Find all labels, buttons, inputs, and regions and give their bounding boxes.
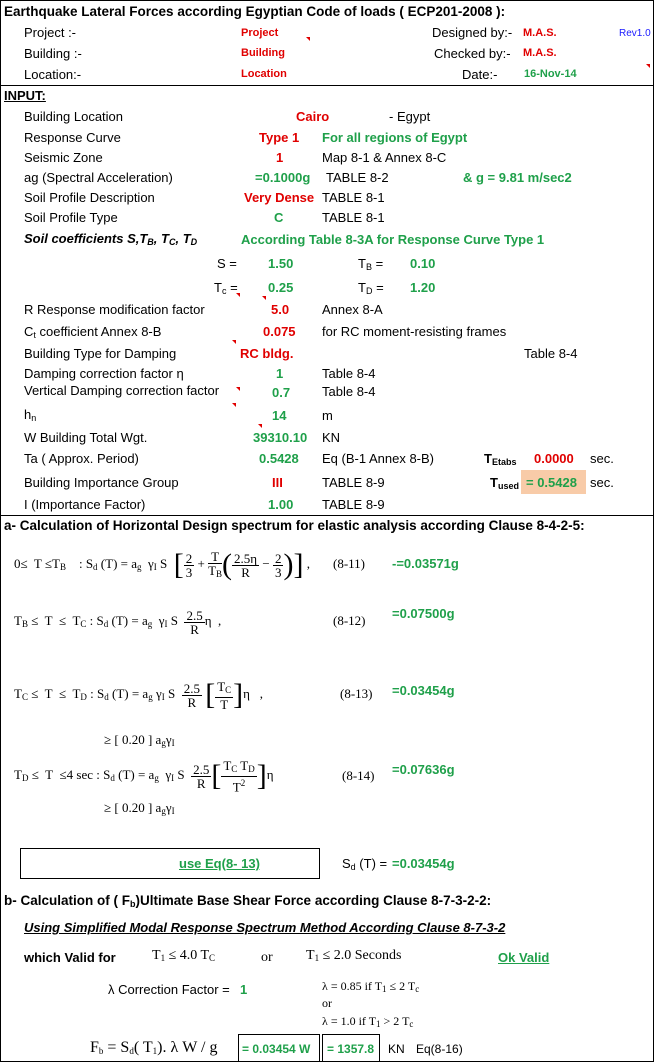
building-location-label: Building Location xyxy=(24,109,124,124)
eq-8-14: $T_D \le T \le 4$ sec : $S_d$ $(T) = a_g$ $\gamma_I$ S $\frac{2.5}{R}$ [ $\frac{T_C T_D}{T^2}$ ]η xyxy=(14,757,274,795)
TB-label: $T_B$ = xyxy=(358,256,384,272)
comment-marker xyxy=(262,296,266,300)
ok-valid: Ok Valid xyxy=(498,950,550,965)
response-curve-value[interactable]: Type 1 xyxy=(259,130,300,145)
damp-corr-note: Table 8-4 xyxy=(322,366,376,381)
revision-label: Rev1.0 xyxy=(619,28,651,39)
date-label: Date:- xyxy=(462,67,498,82)
Ta-label: Ta ( Approx. Period) xyxy=(24,451,139,466)
comment-marker xyxy=(232,340,236,344)
imp-factor-label: I (Importance Factor) xyxy=(24,497,146,512)
left-border xyxy=(0,0,1,1062)
eq-8-13: $T_C \le T \le T_D$ : $S_d$ $(T) = a_g$ $\gamma_I$ S $\frac{2.5}{R}$ [ $\frac{T_C}{T}$ ]η , xyxy=(14,678,263,712)
lambda-rule1: λ = 0.85 if $T_1 \le 2$ $T_c$ xyxy=(322,979,420,994)
seismic-zone-label: Seismic Zone xyxy=(24,150,103,165)
Tetabs-unit: sec. xyxy=(590,451,614,466)
comment-marker xyxy=(306,37,310,41)
soil-type-value: C xyxy=(274,210,284,225)
R-note: Annex 8-A xyxy=(322,302,383,317)
designed-value[interactable]: M.A.S. xyxy=(523,27,557,39)
eq-8-11-result: -=0.03571g xyxy=(392,556,459,571)
header-divider xyxy=(0,85,654,86)
location-value[interactable]: Location xyxy=(241,68,287,80)
TD-label: $T_D$ = xyxy=(358,280,384,296)
building-value[interactable]: Building xyxy=(241,47,285,59)
Ta-value: 0.5428 xyxy=(259,451,299,466)
imp-group-note: TABLE 8-9 xyxy=(322,475,385,490)
ag-note: TABLE 8-2 xyxy=(326,170,389,185)
damp-corr-label: Damping correction factor η xyxy=(24,366,184,381)
eq-8-14-result: =0.07636g xyxy=(392,762,455,777)
comment-marker xyxy=(236,387,240,391)
damp-corr-value: 1 xyxy=(276,366,284,381)
date-value[interactable]: 16-Nov-14 xyxy=(524,68,577,80)
section-b-heading: b- Calculation of ( $F_b)Ultimate$ Base Shear Force according Clause 8-7-3-2-2: xyxy=(4,893,492,909)
checked-label: Checked by:- xyxy=(434,46,511,61)
damp-type-note: Table 8-4 xyxy=(524,346,578,361)
use-eq-box xyxy=(20,848,320,879)
soil-type-label: Soil Profile Type xyxy=(24,210,118,225)
imp-factor-note: TABLE 8-9 xyxy=(322,497,385,512)
seismic-zone-note: Map 8-1 & Annex 8-C xyxy=(322,150,447,165)
soil-desc-note: TABLE 8-1 xyxy=(322,190,385,205)
W-value: 39310.10 xyxy=(253,430,308,445)
damp-type-label: Building Type for Damping xyxy=(24,346,177,361)
section-a-heading: a- Calculation of Horizontal Design spectrum for elastic analysis according Clause 8-4-2-5: xyxy=(4,518,585,533)
eq-8-13-result: =0.03454g xyxy=(392,683,455,698)
ag-label: ag (Spectral Acceleration) xyxy=(24,170,173,185)
response-curve-label: Response Curve xyxy=(24,130,121,145)
comment-marker xyxy=(232,403,236,407)
fb-eq: Eq(8-16) xyxy=(416,1042,463,1056)
imp-group-label: Building Importance Group xyxy=(24,475,179,490)
method-text: Using Simplified Modal Response Spectrum Method According Clause 8-7-3-2 xyxy=(24,920,506,935)
lambda-rule2: λ = 1.0 if $T_1 > 2$ $T_c$ xyxy=(322,1014,414,1029)
hn-label: $h_n$ xyxy=(24,407,37,423)
valid-label: which Valid for xyxy=(24,950,116,965)
vdamp-label: Vertical Damping correction factor xyxy=(24,383,220,398)
fb-val1: = 0.03454 W xyxy=(242,1042,311,1056)
lambda-label: λ Correction Factor = xyxy=(108,982,230,997)
eq-8-12-number: (8-12) xyxy=(333,613,366,628)
response-curve-note: For all regions of Egypt xyxy=(322,130,468,145)
TD-value: 1.20 xyxy=(410,280,436,295)
W-label: W Building Total Wgt. xyxy=(24,430,148,445)
soil-coef-note: According Table 8-3A for Response Curve Type 1 xyxy=(241,232,545,247)
designed-label: Designed by:- xyxy=(432,25,513,40)
comment-marker xyxy=(236,293,240,297)
Tused-label: $T_{used}$ xyxy=(490,475,519,491)
eq-8-14-min: ≥ [ 0.20 ] $a_g\gamma_I$ xyxy=(104,800,175,816)
hn-value: 14 xyxy=(272,408,287,423)
vdamp-note: Table 8-4 xyxy=(322,384,376,399)
project-value[interactable]: Project xyxy=(241,27,279,39)
cond1: $T_1 \le 4.0$ $T_C$ xyxy=(152,948,216,963)
comment-marker xyxy=(258,424,262,428)
lambda-or: or xyxy=(322,996,332,1010)
lambda-value: 1 xyxy=(240,982,248,997)
or-text: or xyxy=(261,950,273,965)
imp-group-value[interactable]: III xyxy=(272,475,283,490)
hn-unit: m xyxy=(322,408,333,423)
Ta-note: Eq (B-1 Annex 8-B) xyxy=(322,451,434,466)
Ct-value[interactable]: 0.075 xyxy=(263,324,296,339)
eq-8-12: $T_B \le T \le T_C$ : $S_d$ $(T) = a_g$ $\gamma_I$ S $\frac{2.5}{R}$ η , xyxy=(14,607,222,637)
building-location-value[interactable]: Cairo xyxy=(296,109,330,124)
S-label: S = xyxy=(217,256,237,271)
eq-8-11-number: (8-11) xyxy=(333,556,366,571)
soil-desc-value[interactable]: Very Dense xyxy=(244,190,315,205)
R-label: R Response modification factor xyxy=(24,302,205,317)
soil-coef-label: Soil coefficients $S,T_B$, $T_C$, $T_D$ xyxy=(24,231,198,247)
TB-value: 0.10 xyxy=(410,256,436,271)
W-unit: KN xyxy=(322,430,341,445)
section-a-divider xyxy=(0,515,654,516)
Tused-unit: sec. xyxy=(590,475,614,490)
project-label: Project :- xyxy=(24,25,77,40)
eq-8-11: $0\le T \le T_B$ : $S_d$ $(T) = a_g$ $\gamma_I$ S [ $\frac{2}{3}$ + $\frac{T}{T_B}$ ( $\frac{2.5\eta}{R}$ − $\frac{2}{3}$ )] , xyxy=(14,548,310,582)
seismic-zone-value[interactable]: 1 xyxy=(276,150,284,165)
page-title: Earthquake Lateral Forces according Egyptian Code of loads ( ECP201-2008 ): xyxy=(4,4,506,19)
location-label: Location:- xyxy=(24,67,82,82)
cond2: $T_1 \le 2.0$ Seconds xyxy=(306,948,402,963)
imp-factor-value: 1.00 xyxy=(268,497,294,512)
TC-label: $T_c$ = xyxy=(214,280,238,296)
comment-marker xyxy=(646,64,650,68)
Tused-value: = 0.5428 xyxy=(526,475,577,490)
Ct-label: $C_t$ coefficient Annex 8-B xyxy=(24,324,162,340)
eq-8-13-min: ≥ [ 0.20 ] $a_g\gamma_I$ xyxy=(104,732,175,748)
vdamp-value: 0.7 xyxy=(272,385,291,400)
sd-label: $S_d$ (T) = xyxy=(342,856,388,872)
Ct-note: for RC moment-resisting frames xyxy=(322,324,507,339)
top-border xyxy=(0,0,654,1)
fb-formula: $F_b = S_d$( $T_1$). λ W / g xyxy=(90,1039,218,1056)
fb-val2: = 1357.8 xyxy=(327,1042,375,1056)
Tetabs-value[interactable]: 0.0000 xyxy=(534,451,574,466)
input-heading: INPUT: xyxy=(4,88,46,103)
S-value: 1.50 xyxy=(268,256,294,271)
soil-type-note: TABLE 8-1 xyxy=(322,210,385,225)
g-note: & g = 9.81 m/sec2 xyxy=(463,170,572,185)
sd-value: =0.03454g xyxy=(392,856,455,871)
building-label: Building :- xyxy=(24,46,82,61)
ag-value: =0.1000g xyxy=(255,170,311,185)
damp-type-value[interactable]: RC bldg. xyxy=(240,346,294,361)
TC-value: 0.25 xyxy=(268,280,294,295)
eq-8-13-number: (8-13) xyxy=(340,686,373,701)
Tetabs-label: $T_{Etabs}$ xyxy=(484,451,517,467)
use-eq-text: use Eq(8- 13) xyxy=(179,856,260,871)
eq-8-14-number: (8-14) xyxy=(342,768,375,783)
fb-unit: KN xyxy=(388,1042,405,1056)
R-value[interactable]: 5.0 xyxy=(271,302,290,317)
building-location-note: - Egypt xyxy=(389,109,431,124)
soil-desc-label: Soil Profile Description xyxy=(24,190,155,205)
checked-value[interactable]: M.A.S. xyxy=(523,47,557,59)
eq-8-12-result: =0.07500g xyxy=(392,606,455,621)
